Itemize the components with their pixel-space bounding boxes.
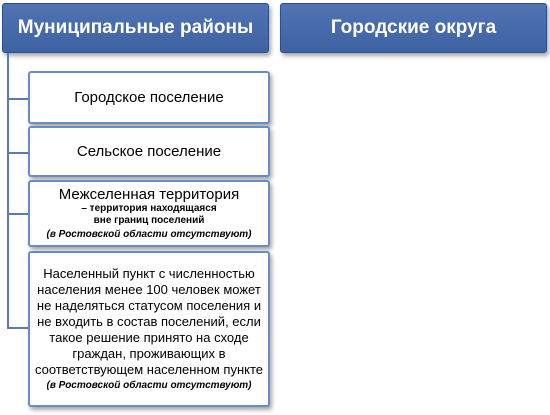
- inter-settlement-territory-box: [28, 180, 270, 247]
- tree-connector-rural: [7, 152, 28, 154]
- urban-settlement-label: Городское поселение: [74, 89, 224, 106]
- tree-connector-vertical: [7, 53, 9, 328]
- small-settlement-line-2: населения менее 100 человек может: [37, 282, 261, 297]
- inter-territory-note: (в Ростовской области отсутствуют): [46, 229, 252, 240]
- rural-settlement-box: [28, 126, 270, 177]
- small-settlement-line-5: такое решение принято на сходе: [49, 330, 249, 345]
- small-settlement-note: (в Ростовской области отсутствуют): [46, 380, 252, 391]
- tree-connector-urban: [7, 98, 28, 100]
- small-settlement-line-3: не наделяться статусом поселения и: [36, 298, 262, 313]
- inter-territory-title: Межселенная территория: [58, 186, 240, 203]
- tree-connector-inter: [7, 213, 28, 215]
- small-settlement-line-6: граждан, проживающих в: [72, 346, 226, 361]
- small-settlement-line-1: Населенный пункт с численностью: [43, 266, 255, 281]
- small-settlement-box: [28, 251, 270, 407]
- small-settlement-line-4: не входить в состав поселений, если: [37, 314, 261, 329]
- rural-settlement-label: Сельское поселение: [76, 143, 222, 160]
- urban-settlement-box: [28, 71, 270, 124]
- city-districts-header: Городские округа: [280, 3, 547, 53]
- inter-territory-desc-2: вне границ поселений: [93, 215, 205, 226]
- tree-connector-settlement: [7, 327, 28, 329]
- municipal-districts-header: Муниципальные районы: [2, 3, 269, 53]
- inter-territory-desc-1: – территория находящаяся: [81, 203, 217, 214]
- small-settlement-line-7: соответствующем населенном пункте: [34, 362, 264, 377]
